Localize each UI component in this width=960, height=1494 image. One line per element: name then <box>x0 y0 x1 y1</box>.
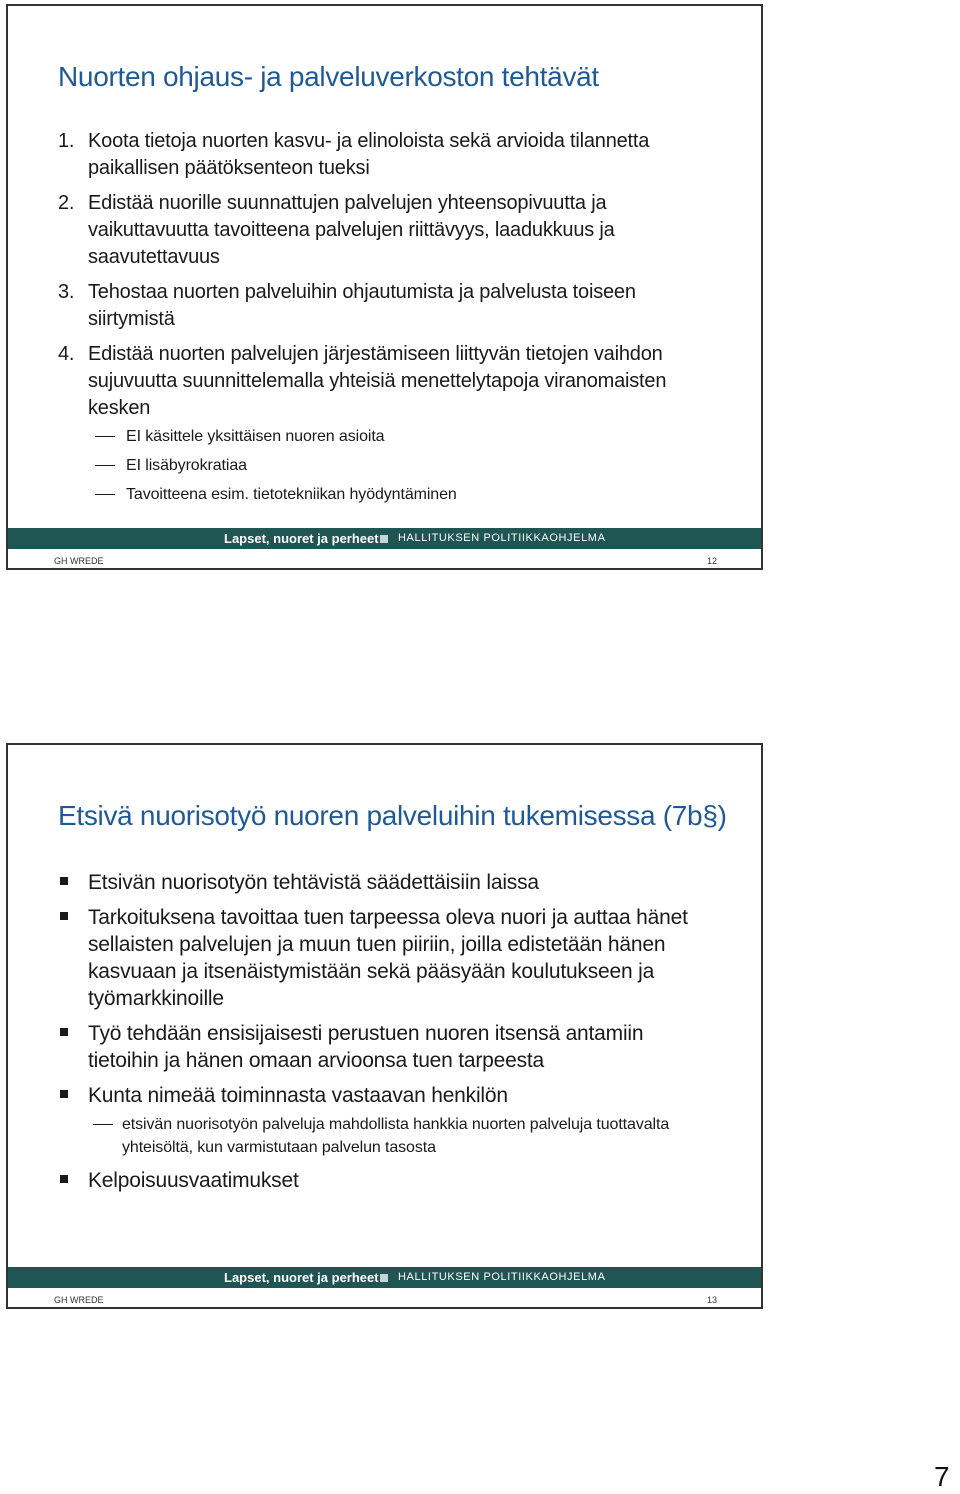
item-text: Etsivän nuorisotyön tehtävistä säädettäisiin laissa <box>88 871 539 894</box>
item-text: Edistää nuorten palvelujen järjestämiseen liittyvän tietojen vaihdon sujuvuutta suunnittelemalla yhteisiä menettelytapoja viranomaisten kesken <box>88 343 667 419</box>
numbered-list <box>58 128 718 514</box>
sub-list <box>88 426 718 506</box>
sub-item-text: EI käsittele yksittäisen nuoren asioita <box>126 428 385 445</box>
list-item <box>58 904 718 1012</box>
dash-icon <box>95 494 115 495</box>
band-program-name: Lapset, nuoret ja perheet <box>224 531 379 546</box>
dash-icon <box>93 1124 113 1125</box>
sub-item <box>88 484 718 506</box>
list-item <box>58 341 718 506</box>
bullet-square-icon <box>60 1090 68 1098</box>
sub-item <box>88 426 718 448</box>
square-icon <box>380 535 388 543</box>
bullet-square-icon <box>60 912 68 920</box>
item-number: 1. <box>58 130 75 152</box>
item-text: Tehostaa nuorten palveluihin ohjautumista ja palvelusta toiseen siirtymistä <box>88 281 636 330</box>
page-number: 7 <box>934 1461 950 1492</box>
list-item <box>58 1020 718 1074</box>
sub-item <box>88 455 718 477</box>
footer-author: GH WREDE <box>54 1295 104 1305</box>
dash-icon <box>95 436 115 437</box>
band-program-type: HALLITUKSEN POLITIIKKAOHJELMA <box>398 532 606 544</box>
item-text: Edistää nuorille suunnattujen palvelujen yhteensopivuutta ja vaikuttavuutta tavoitteena palvelujen riittävyys, laadukkuus ja saavutettavuus <box>88 192 615 268</box>
item-number: 4. <box>58 343 75 365</box>
item-text: Työ tehdään ensisijaisesti perustuen nuoren itsensä antamiin tietoihin ja hänen omaan arvioonsa tuen tarpeesta <box>88 1022 644 1072</box>
list-item <box>58 190 718 271</box>
footer-band <box>8 528 761 549</box>
sub-item-text: etsivän nuorisotyön palveluja mahdollista hankkia nuorten palveluja tuottavalta yhteisöltä, kun varmistutaan palvelun tasosta <box>122 1116 670 1156</box>
slide-title: Etsivä nuorisotyö nuoren palveluihin tukemisessa (7b§) <box>58 800 727 831</box>
dash-icon <box>95 465 115 466</box>
square-icon <box>380 1274 388 1282</box>
slide-13 <box>6 743 763 1309</box>
bullet-square-icon <box>60 1175 68 1183</box>
item-text: Kelpoisuusvaatimukset <box>88 1169 299 1192</box>
item-text: Koota tietoja nuorten kasvu- ja elinoloista sekä arvioida tilannetta paikallisen päätöksenteon tueksi <box>88 130 650 179</box>
band-program-name: Lapset, nuoret ja perheet <box>224 1270 379 1285</box>
bullet-list <box>58 869 718 1202</box>
band-program-type: HALLITUKSEN POLITIIKKAOHJELMA <box>398 1271 606 1283</box>
footer-band <box>8 1267 761 1288</box>
item-text: Kunta nimeää toiminnasta vastaavan henkilön <box>88 1084 508 1107</box>
slide-12 <box>6 4 763 570</box>
list-item <box>58 1167 718 1194</box>
item-number: 3. <box>58 281 75 303</box>
sub-item <box>88 1113 718 1159</box>
footer-author: GH WREDE <box>54 556 104 566</box>
list-item <box>58 279 718 333</box>
sub-item-text: Tavoitteena esim. tietotekniikan hyödyntäminen <box>126 486 457 503</box>
sub-list <box>88 1113 718 1159</box>
bullet-square-icon <box>60 877 68 885</box>
slide-number: 12 <box>706 556 717 566</box>
item-number: 2. <box>58 192 75 214</box>
slide-title: Nuorten ohjaus- ja palveluverkoston tehtävät <box>58 61 599 92</box>
slide-number: 13 <box>706 1295 717 1305</box>
list-item <box>58 128 718 182</box>
bullet-square-icon <box>60 1028 68 1036</box>
list-item <box>58 1082 718 1159</box>
item-text: Tarkoituksena tavoittaa tuen tarpeessa oleva nuori ja auttaa hänet sellaisten palvelujen ja muun tuen piiriin, joilla edistetään hänen kasvuaan ja itsenäistymistään sekä pääsyään koulutukseen ja työmarkkinoille <box>88 906 688 1010</box>
list-item <box>58 869 718 896</box>
sub-item-text: EI lisäbyrokratiaa <box>126 457 247 474</box>
